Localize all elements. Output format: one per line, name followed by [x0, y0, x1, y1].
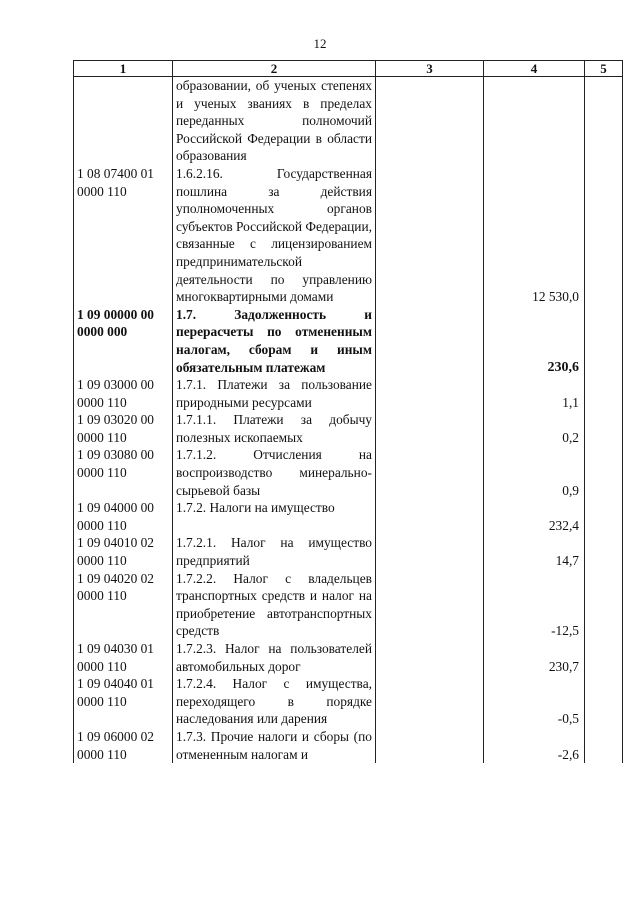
budget-code: 1 09 04040 01 0000 110	[74, 675, 173, 728]
budget-code: 1 09 04030 01 0000 110	[74, 640, 173, 675]
col3-cell	[376, 77, 484, 165]
col3-cell	[376, 640, 484, 675]
amount-value: 230,7	[484, 640, 585, 675]
table-row	[74, 306, 623, 376]
col3-cell	[376, 534, 484, 569]
header-col-1: 1	[74, 61, 173, 77]
table-row	[74, 77, 623, 165]
amount-value: 14,7	[484, 534, 585, 569]
item-name: 1.7.2.4. Налог с имущества, переходящего в порядке наследования или дарения	[173, 675, 376, 728]
col5-cell	[585, 376, 623, 411]
col5-cell	[585, 640, 623, 675]
amount-value: -0,5	[484, 675, 585, 728]
col5-cell	[585, 675, 623, 728]
budget-code: 1 09 03080 00 0000 110	[74, 446, 173, 499]
budget-code: 1 09 06000 02 0000 110	[74, 728, 173, 763]
table-row	[74, 534, 623, 569]
col3-cell	[376, 499, 484, 534]
item-name: 1.6.2.16. Государственная пошлина за действия уполномоченных органов субъектов Российской Федерации, связанные с лицензированием предпринимательской деятельности по управлению многоквартирными домами	[173, 165, 376, 306]
header-col-5: 5	[585, 61, 623, 77]
page-number: 12	[313, 36, 327, 51]
budget-code: 1 09 03000 00 0000 110	[74, 376, 173, 411]
item-name: 1.7.1.1. Платежи за добычу полезных ископаемых	[173, 411, 376, 446]
col3-cell	[376, 165, 484, 306]
col3-cell	[376, 306, 484, 376]
budget-code: 1 09 04020 02 0000 110	[74, 570, 173, 640]
item-name: 1.7.3. Прочие налоги и сборы (по отмененным налогам и	[173, 728, 376, 763]
budget-code	[74, 77, 173, 165]
col3-cell	[376, 376, 484, 411]
item-name: 1.7.2.1. Налог на имущество предприятий	[173, 534, 376, 569]
header-col-3: 3	[376, 61, 484, 77]
item-name: 1.7. Задолженность и перерасчеты по отмененным налогам, сборам и иным обязательным платежам	[173, 306, 376, 376]
col5-cell	[585, 306, 623, 376]
budget-code: 1 09 00000 00 0000 000	[74, 306, 173, 376]
item-name: 1.7.1.2. Отчисления на воспроизводство минерально-сырьевой базы	[173, 446, 376, 499]
header-row	[74, 61, 623, 77]
table-row	[74, 570, 623, 640]
table-row	[74, 640, 623, 675]
col3-cell	[376, 411, 484, 446]
amount-value: 230,6	[484, 306, 585, 376]
amount-value: -12,5	[484, 570, 585, 640]
budget-code: 1 09 03020 00 0000 110	[74, 411, 173, 446]
table-row	[74, 165, 623, 306]
col5-cell	[585, 570, 623, 640]
amount-value: 12 530,0	[484, 165, 585, 306]
col3-cell	[376, 446, 484, 499]
amount-value: 0,9	[484, 446, 585, 499]
amount-value: 232,4	[484, 499, 585, 534]
header-col-4: 4	[484, 61, 585, 77]
item-name: образовании, об ученых степенях и ученых званиях в пределах переданных полномочий Российской Федерации в области образования	[173, 77, 376, 165]
item-name: 1.7.1. Платежи за пользование природными ресурсами	[173, 376, 376, 411]
amount-value: 0,2	[484, 411, 585, 446]
col3-cell	[376, 728, 484, 763]
item-name: 1.7.2.2. Налог с владельцев транспортных средств и налог на приобретение автотранспортных средств	[173, 570, 376, 640]
budget-code: 1 08 07400 01 0000 110	[74, 165, 173, 306]
header-col-2: 2	[173, 61, 376, 77]
table-row	[74, 499, 623, 534]
col5-cell	[585, 446, 623, 499]
table-row	[74, 446, 623, 499]
col5-cell	[585, 411, 623, 446]
table-row	[74, 376, 623, 411]
col3-cell	[376, 570, 484, 640]
table-row	[74, 728, 623, 763]
col5-cell	[585, 499, 623, 534]
budget-code: 1 09 04000 00 0000 110	[74, 499, 173, 534]
amount-value: -2,6	[484, 728, 585, 763]
col3-cell	[376, 675, 484, 728]
col5-cell	[585, 534, 623, 569]
table-row	[74, 411, 623, 446]
col5-cell	[585, 728, 623, 763]
budget-table	[73, 60, 623, 763]
col5-cell	[585, 77, 623, 165]
table-row	[74, 675, 623, 728]
item-name: 1.7.2.3. Налог на пользователей автомобильных дорог	[173, 640, 376, 675]
item-name: 1.7.2. Налоги на имущество	[173, 499, 376, 534]
col5-cell	[585, 165, 623, 306]
budget-code: 1 09 04010 02 0000 110	[74, 534, 173, 569]
amount-value	[484, 77, 585, 165]
amount-value: 1,1	[484, 376, 585, 411]
